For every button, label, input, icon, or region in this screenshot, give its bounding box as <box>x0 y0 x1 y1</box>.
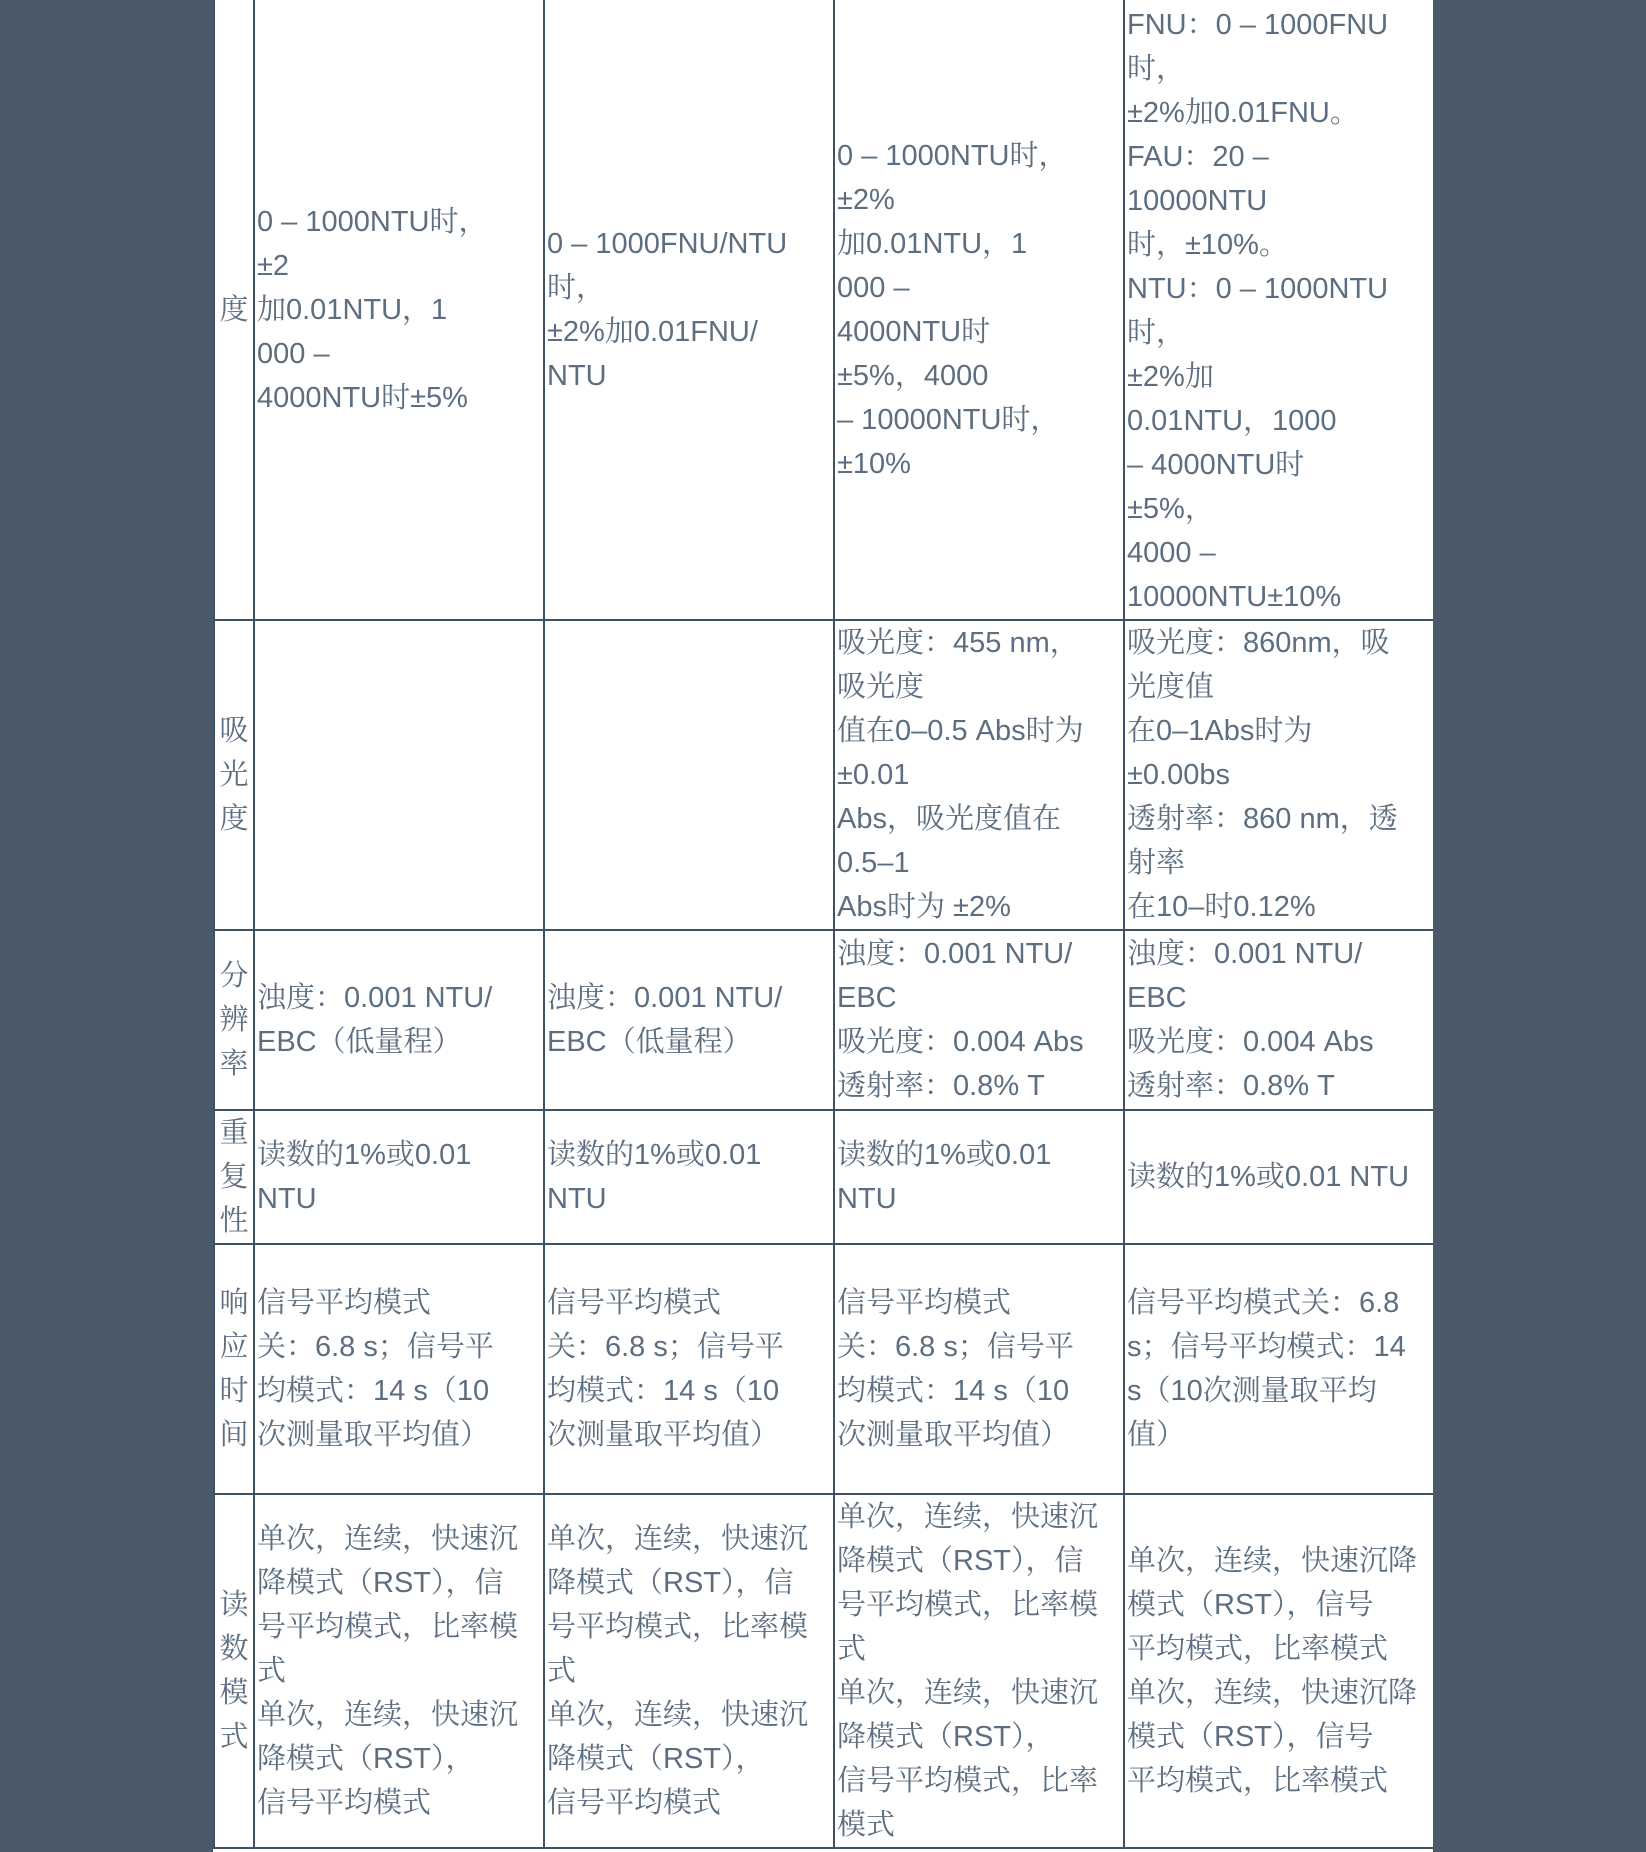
table-row-repeatability <box>214 1110 1433 1244</box>
row-label: 度 <box>214 0 254 620</box>
table-cell: 信号平均模式 关：6.8 s；信号平 均模式：14 s（10 次测量取平均值） <box>254 1244 544 1494</box>
table-cell: 0 – 1000FNU/NTU 时， ±2%加0.01FNU/ NTU <box>544 0 834 620</box>
row-label: 重 复 性 <box>214 1110 254 1244</box>
table-cell: 浊度：0.001 NTU/ EBC 吸光度：0.004 Abs 透射率：0.8% T <box>834 930 1124 1110</box>
table-cell: 读数的1%或0.01 NTU <box>834 1110 1124 1244</box>
table-row-response-time <box>214 1244 1433 1494</box>
row-label: 读 数 模 式 <box>214 1494 254 1848</box>
row-label: 响 应 时 间 <box>214 1244 254 1494</box>
table-cell: 读数的1%或0.01 NTU <box>1124 1110 1433 1244</box>
table-cell: 吸光度：860nm，吸 光度值 在0–1Abs时为 ±0.00bs 透射率：860 nm，透 射率 在10–时0.12% <box>1124 620 1433 930</box>
table-cell: 浊度：0.001 NTU/ EBC（低量程） <box>254 930 544 1110</box>
table-cell: 读数的1%或0.01 NTU <box>254 1110 544 1244</box>
table-cell: 单次，连续，快速沉 降模式（RST），信 号平均模式，比率模 式 单次，连续，快速沉 降模式（RST）， 信号平均模式，比率 模式 <box>834 1494 1124 1848</box>
table-cell: 信号平均模式 关：6.8 s；信号平 均模式：14 s（10 次测量取平均值） <box>834 1244 1124 1494</box>
table-cell: 单次，连续，快速沉降 模式（RST），信号 平均模式，比率模式 单次，连续，快速沉降 模式（RST），信号 平均模式，比率模式 <box>1124 1494 1433 1848</box>
table-cell: 信号平均模式关：6.8 s；信号平均模式：14 s（10次测量取平均 值） <box>1124 1244 1433 1494</box>
document-page <box>213 0 1433 1852</box>
row-label: 吸 光 度 <box>214 620 254 930</box>
spec-table <box>213 0 1433 1849</box>
table-cell: 0 – 1000NTU时， ±2% 加0.01NTU，1 000 – 4000NTU时 ±5%，4000 – 10000NTU时， ±10% <box>834 0 1124 620</box>
table-cell: 0 – 1000NTU时， ±2 加0.01NTU，1 000 – 4000NTU时±5% <box>254 0 544 620</box>
table-row-reading-mode <box>214 1494 1433 1848</box>
table-cell: 浊度：0.001 NTU/ EBC（低量程） <box>544 930 834 1110</box>
table-cell: FNU：0 – 1000FNU 时， ±2%加0.01FNU。 FAU：20 – 10000NTU 时，±10%。 NTU：0 – 1000NTU 时， ±2%加 0.01NTU，1000 – 4000NTU时 ±5%， 4000 – 10000NTU±10% <box>1124 0 1433 620</box>
table-cell: 浊度：0.001 NTU/ EBC 吸光度：0.004 Abs 透射率：0.8% T <box>1124 930 1433 1110</box>
table-cell <box>254 620 544 930</box>
table-row-accuracy <box>214 0 1433 620</box>
table-row-resolution <box>214 930 1433 1110</box>
row-label: 分 辨 率 <box>214 930 254 1110</box>
table-row-absorbance <box>214 620 1433 930</box>
table-cell: 信号平均模式 关：6.8 s；信号平 均模式：14 s（10 次测量取平均值） <box>544 1244 834 1494</box>
table-cell: 读数的1%或0.01 NTU <box>544 1110 834 1244</box>
table-cell: 单次，连续，快速沉 降模式（RST），信 号平均模式，比率模 式 单次，连续，快速沉 降模式（RST）， 信号平均模式 <box>544 1494 834 1848</box>
table-cell: 单次，连续，快速沉 降模式（RST），信 号平均模式，比率模 式 单次，连续，快速沉 降模式（RST）， 信号平均模式 <box>254 1494 544 1848</box>
table-cell: 吸光度：455 nm， 吸光度 值在0–0.5 Abs时为 ±0.01 Abs，吸光度值在 0.5–1 Abs时为 ±2% <box>834 620 1124 930</box>
table-cell <box>544 620 834 930</box>
